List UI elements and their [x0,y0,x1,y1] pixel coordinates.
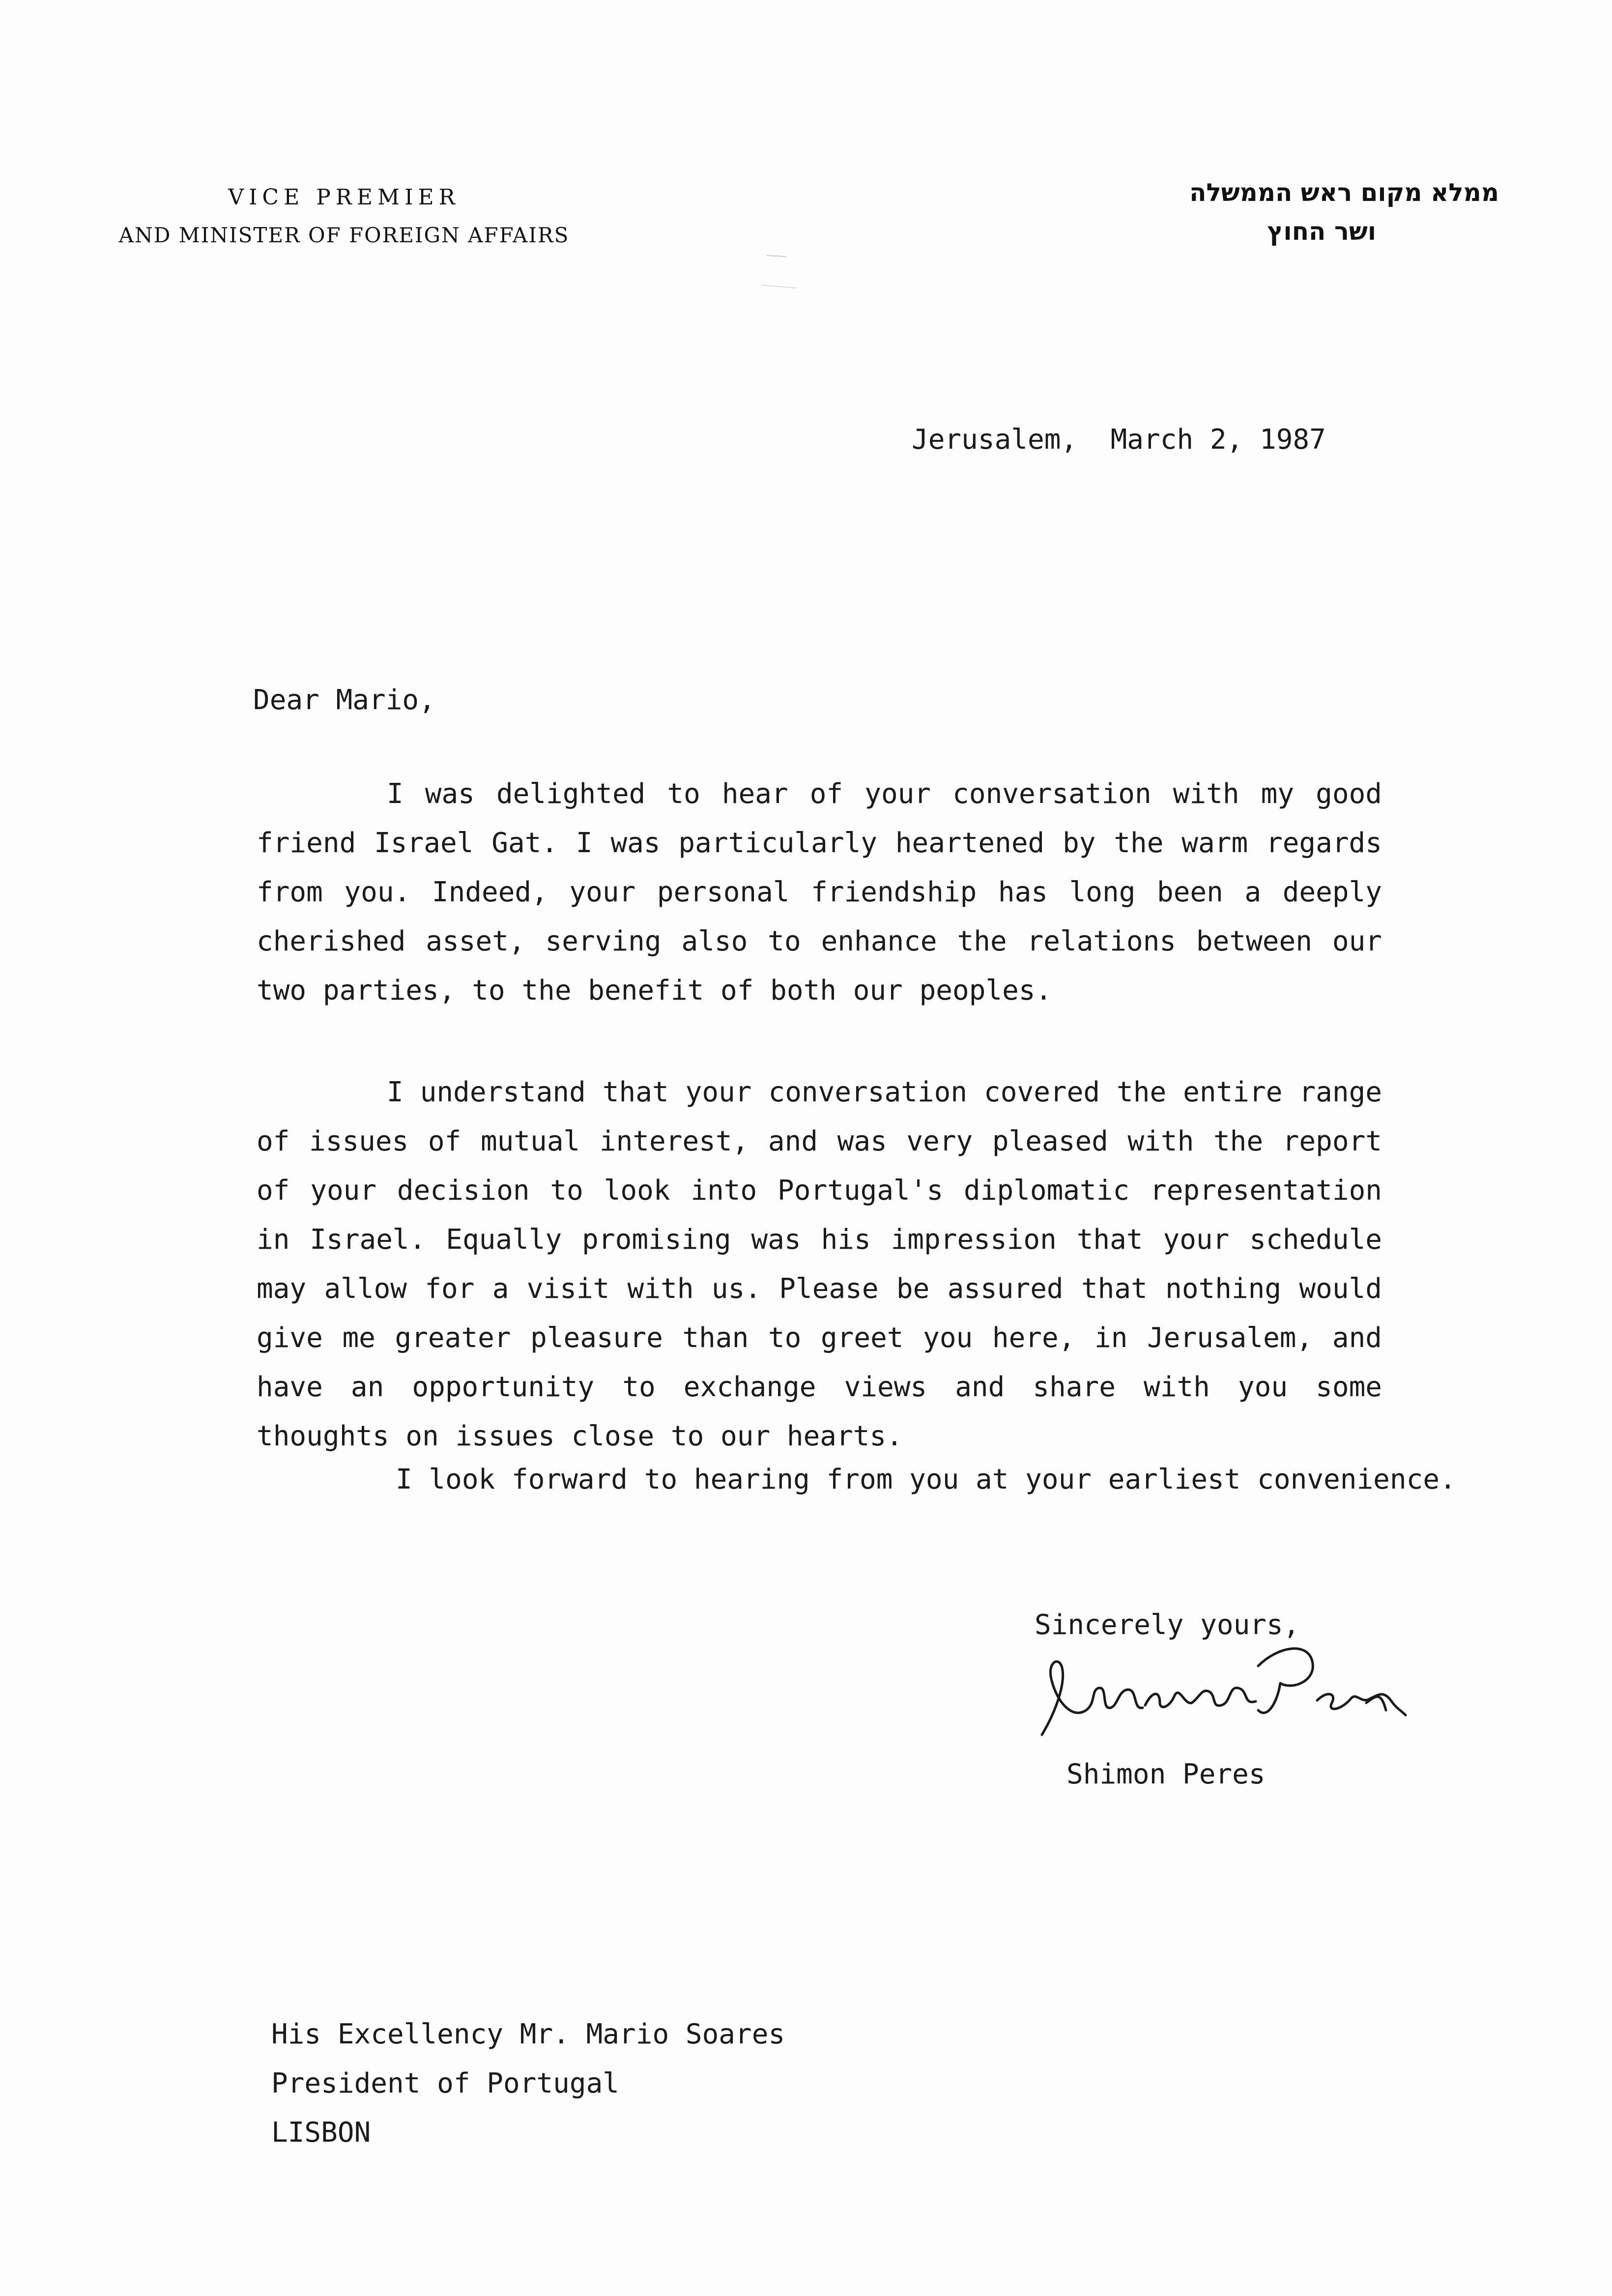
paragraph-3: I look forward to hearing from you at your earliest convenience. [396,1464,1456,1495]
recipient-title: His Excellency Mr. Mario Soares [271,2018,785,2050]
recipient-address [271,2010,785,2157]
letterhead-hebrew-title: ממלא מקום ראש הממשלה [1189,178,1499,207]
recipient-position: President of Portugal [271,2067,620,2099]
salutation: Dear Mario, [253,684,435,716]
letterhead-title: VICE PREMIER [228,185,460,210]
recipient-city: LISBON [271,2117,371,2149]
letterhead-english [98,177,590,253]
letterhead-subtitle: AND MINISTER OF FOREIGN AFFAIRS [118,223,570,247]
letterhead-hebrew-subtitle: ושר החוץ [1267,217,1376,246]
letter-date: Jerusalem, March 2, 1987 [912,424,1326,456]
signer-name: Shimon Peres [1066,1758,1266,1790]
paper-smudge-mark [757,246,816,295]
paragraph-2: I understand that your conversation covered the entire range of issues of mutual interest, and was very pleased with the report of your decision to look into Portugal's diplomatic representation in Israel. Equally promising was his impression that your schedule may allow for a visit with us. Please be assured that nothing would give me greater pleasure than to greet you here, in Jerusalem, and have an opportunity to exchange views and share with you some thoughts on issues close to our hearts. [257,1076,1382,1452]
closing: Sincerely yours, [1035,1609,1300,1641]
handwritten-signature [1012,1636,1415,1754]
letterhead-hebrew [1081,172,1499,250]
paragraph-1: I was delighted to hear of your conversation with my good friend Israel Gat. I was particularly heartened by the warm regards from you. Indeed, your personal friendship has long been a deeply cherished asset, serving also to enhance the relations between our two parties, to the benefit of both our peoples. [257,778,1382,1006]
